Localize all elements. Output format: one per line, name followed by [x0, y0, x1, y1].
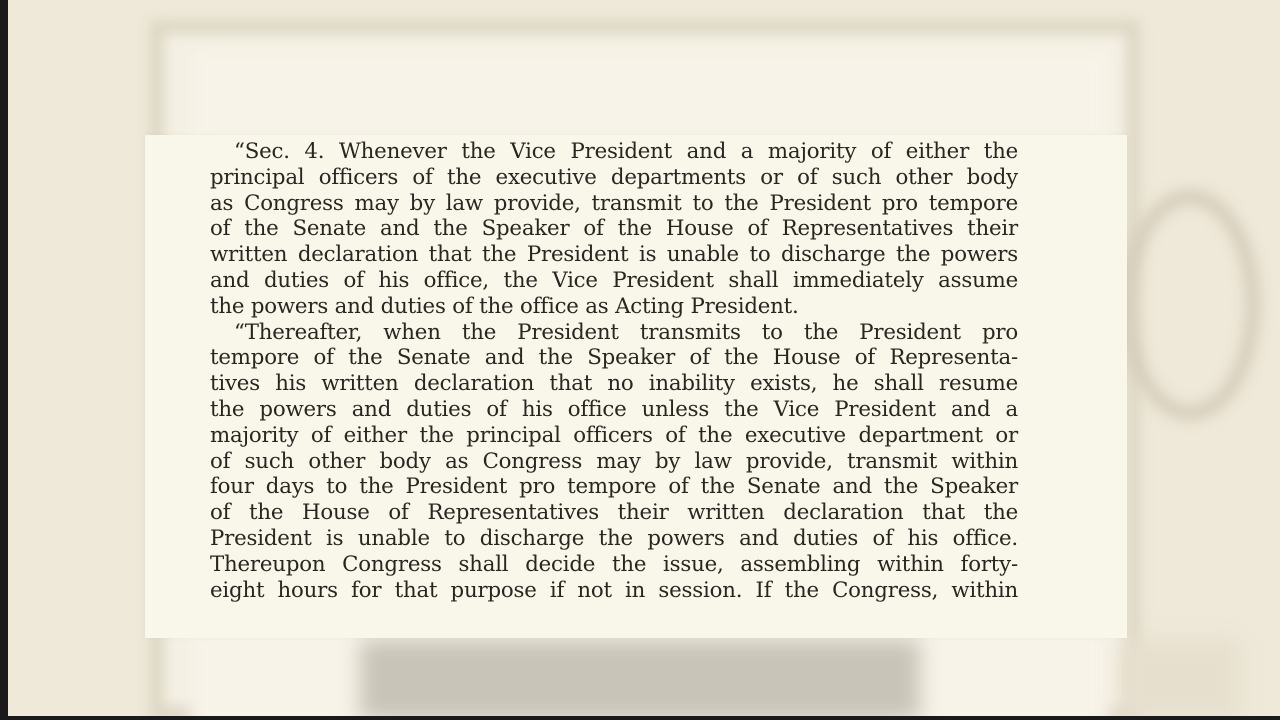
background-seal-blur — [1120, 190, 1260, 420]
frame-left-border — [0, 0, 8, 720]
text-line: of such other body as Congress may by law provide, transmit within — [210, 448, 1018, 474]
text-line: President is unable to discharge the powers and duties of his office. — [210, 525, 1018, 551]
text-line: four days to the President pro tempore of the Senate and the Speaker — [210, 474, 1018, 500]
text-line: principal officers of the executive departments or of such other body — [210, 164, 1018, 190]
text-line: of the Senate and the Speaker of the House of Representatives their — [210, 216, 1018, 242]
text-line: tives his written declaration that no inability exists, he shall resume — [210, 371, 1018, 397]
text-line: eight hours for that purpose if not in session. If the Congress, within — [210, 577, 1018, 603]
text-line: tempore of the Senate and the Speaker of the House of Representa- — [210, 345, 1018, 371]
frame-bottom-border — [0, 716, 1280, 720]
background-corner-blur — [1120, 640, 1240, 720]
text-line: the powers and duties of the office as Acting President. — [210, 293, 799, 319]
text-line: the powers and duties of his office unless the Vice President and a — [210, 396, 1018, 422]
background-lower-blur — [360, 640, 920, 720]
thereafter-paragraph — [210, 320, 1018, 604]
text-line: majority of either the principal officers of the executive department or — [210, 422, 1018, 448]
text-line: as Congress may by law provide, transmit to the President pro tempore — [210, 190, 1018, 216]
text-line: “Thereafter, when the President transmits to the President pro — [234, 319, 1018, 345]
text-line: and duties of his office, the Vice President shall immediately assume — [210, 267, 1018, 293]
document-clipping — [145, 135, 1127, 638]
text-line: “Sec. 4. Whenever the Vice President and a majority of either the — [234, 139, 1018, 164]
text-line: of the House of Representatives their written declaration that the — [210, 500, 1018, 526]
section-4-paragraph — [210, 139, 1018, 320]
text-line: written declaration that the President is unable to discharge the powers — [210, 242, 1018, 268]
amendment-text — [210, 139, 1018, 603]
text-line: Thereupon Congress shall decide the issue, assembling within forty- — [210, 551, 1018, 577]
